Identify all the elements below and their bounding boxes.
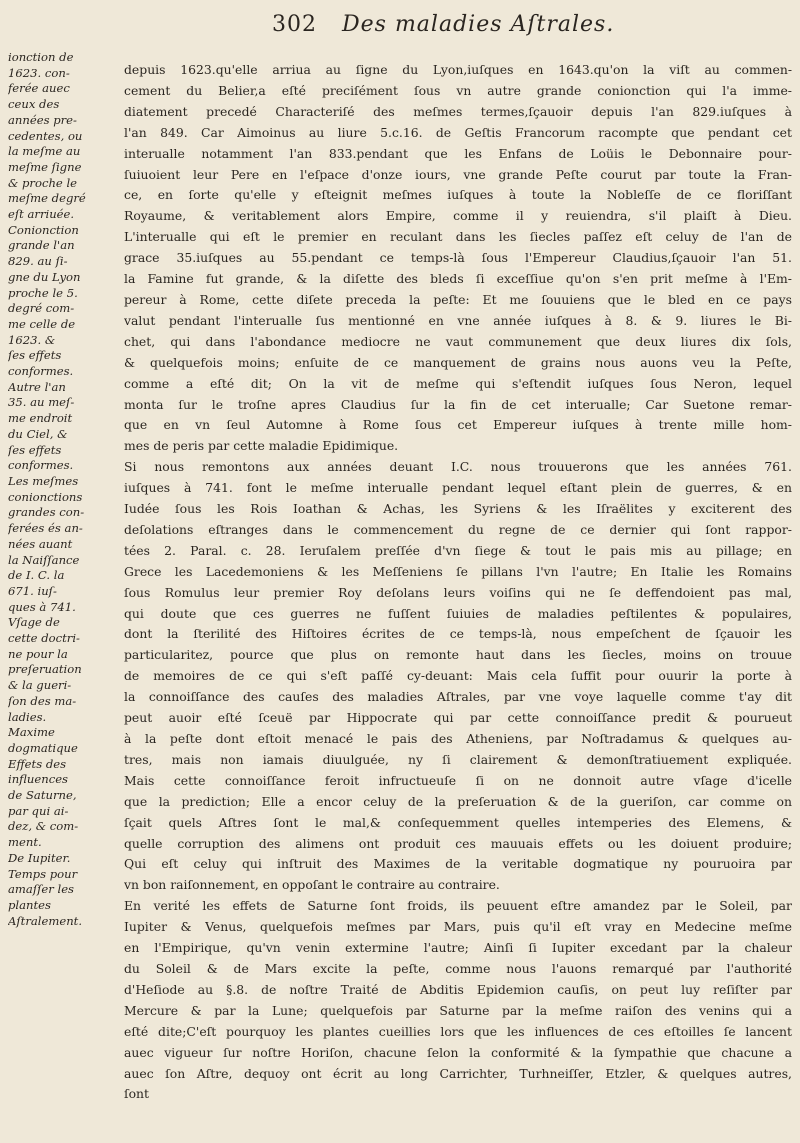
text-line: auec vigueur ſur noſtre Horiſon, chacune ſelon la conformité & la ſympathie que chacune a bbox=[124, 1044, 792, 1060]
margin-note-line: conionctions bbox=[8, 489, 83, 504]
margin-note-line: 1623. & bbox=[8, 332, 56, 347]
margin-note-line: gne du Lyon bbox=[8, 269, 81, 284]
text-line: qui doute que ces guerres ne fuſſent ſuiuies de maladies peſtilentes & populaires, bbox=[124, 605, 792, 621]
page-header bbox=[0, 6, 800, 50]
margin-notes bbox=[8, 50, 120, 929]
margin-note-line: ferée auec bbox=[8, 81, 70, 96]
margin-note-line: cette doctri- bbox=[8, 631, 80, 646]
margin-note-line: conformes. bbox=[8, 458, 74, 473]
text-line: ſont bbox=[124, 1086, 150, 1102]
text-line: & quelquefois moins; enſuite de ce manquement de grains nous auons veu la Peſte, bbox=[124, 354, 792, 370]
margin-note-line: Aſtralement. bbox=[8, 913, 83, 928]
text-line: d'Heſiode au §.8. de noſtre Traité de Abditis Epidemion cauſis, on peut luy reſiſter par bbox=[124, 981, 792, 997]
text-line: Si nous remontons aux années deuant I.C. nous trouuerons que les années 761. bbox=[124, 459, 792, 475]
margin-note-line: meſme ſigne bbox=[8, 159, 82, 174]
margin-note-line: ques à 741. bbox=[8, 599, 76, 614]
text-line: la connoiſſance des cauſes des maladies Aſtrales, par vne voye laquelle comme t'ay dit bbox=[124, 689, 792, 705]
text-line: l'an 849. Car Aimoinus au liure 5.c.16. de Geſtis Francorum racompte que pendant cet bbox=[124, 124, 792, 140]
text-line: à la peſte dont eſtoit menacé le pais des Atheniens, par Noſtradamus & quelques au- bbox=[124, 731, 792, 746]
margin-note-line: dogmatique bbox=[8, 740, 78, 755]
margin-note-line: degré com- bbox=[8, 301, 75, 316]
text-line: pereur à Rome, cette diſete preceda la peſte: Et me ſouuiens que le bled en ce pays bbox=[124, 291, 792, 307]
margin-note-line: me celle de bbox=[8, 316, 76, 331]
text-line: diatement precedé Characteriſé des meſmes termes,ſçauoir depuis l'an 829.iuſques à bbox=[124, 103, 792, 119]
text-line: comme a eſté dit; On la vit de meſme qui s'eſtendit iuſques ſous Neron, lequel bbox=[124, 375, 792, 391]
text-line: Mais cette connoiſſance feroit infructueuſe ſi on ne donnoit autre vſage d'icelle bbox=[124, 772, 792, 788]
text-line: la Famine fut grande, & la diſette des bleds ſi exceſſiue qu'on s'en prit meſme à l'Em- bbox=[124, 271, 792, 287]
margin-note-line: de I. C. la bbox=[8, 568, 65, 583]
text-line: ce, en ſorte qu'elle y eſteignit meſmes iuſques à toute la Nobleſſe de ce floriſſant bbox=[124, 187, 792, 203]
text-line: Iudée ſous les Rois Ioathan & Achas, les Syriens & les Iſraëlites y exciterent des bbox=[124, 501, 792, 517]
margin-note-line: ſon des ma- bbox=[8, 693, 77, 708]
text-line: interualle notamment l'an 833.pendant que les Enfans de Loüis le Debonnaire pour- bbox=[124, 145, 792, 161]
margin-note-line: ceux des bbox=[8, 97, 60, 112]
margin-note-line: preſeruation bbox=[8, 662, 82, 677]
margin-note-line: influences bbox=[8, 772, 69, 787]
margin-note-line: me endroit bbox=[8, 411, 73, 426]
margin-note-line: par qui ai- bbox=[8, 803, 69, 818]
margin-note-line: grande l'an bbox=[8, 238, 75, 253]
margin-note-line: Vſage de bbox=[8, 615, 60, 630]
margin-note-line: nées auant bbox=[8, 536, 73, 551]
margin-note-line: Autre l'an bbox=[8, 379, 66, 394]
text-line: Iupiter & Venus, quelquefois meſmes par Mars, puis qu'il eſt vray en Medecine meſme bbox=[124, 919, 792, 935]
margin-note-line: plantes bbox=[8, 897, 51, 912]
margin-note-line: ſes effets bbox=[8, 348, 62, 363]
margin-note-line: ne pour la bbox=[8, 646, 68, 661]
text-line: Grece les Lacedemoniens & les Meſſeniens ſe pillans l'vn l'autre; En Italie les Romains bbox=[124, 563, 792, 579]
text-line: chet, qui dans l'abondance mediocre ne vaut communement que deux liures dix ſols, bbox=[124, 333, 792, 349]
margin-note-line: Conionction bbox=[8, 222, 79, 237]
text-line: ſuiuoient leur Pere en l'eſpace d'onze iours, vne grande Peſte courut par toute la Fran- bbox=[124, 166, 792, 182]
text-line: iuſques à 741. font le meſme interualle pendant lequel eſtant plein de guerres, & en bbox=[124, 480, 792, 496]
margin-note-line: meſme degré bbox=[8, 191, 86, 206]
margin-note-line: 829. au ſi- bbox=[8, 254, 68, 269]
margin-note-line: amaſſer les bbox=[8, 882, 75, 897]
text-line: dont la ſterilité des Hiſtoires écrites de ce temps-là, nous empeſchent de ſçauoir les bbox=[124, 626, 792, 642]
text-line: deſolations eſtranges dans le commencement du regne de ce dernier qui ſont rappor- bbox=[124, 521, 792, 537]
text-line: peut auoir eſté ſceuë par Hippocrate qui par cette connoiſſance predit & pourueut bbox=[124, 710, 792, 726]
text-line: Qui eſt celuy qui inſtruit des Maximes de la veritable dogmatique ny pouruoira par bbox=[124, 856, 792, 872]
text-line: quelle corruption des alimens ont produit ces mauuais effets ou les doiuent produire; bbox=[124, 835, 792, 851]
text-line: que la prediction; Elle a encor celuy de la preſeruation & de la gueriſon, car comme on bbox=[124, 793, 792, 809]
text-line: ſous Romulus leur premier Roy deſolans leurs voiſins qui ne ſe deffendoient pas mal, bbox=[124, 584, 792, 600]
text-line: monta ſur le troſne apres Claudius ſur la fin de cet interualle; Car Suetone remar- bbox=[124, 396, 792, 412]
margin-note-line: ment. bbox=[8, 835, 42, 850]
margin-note-line: cedentes, ou bbox=[8, 128, 83, 143]
margin-note-line: grandes con- bbox=[8, 505, 85, 520]
body-text bbox=[124, 60, 792, 1105]
margin-note-line: de Saturne, bbox=[8, 788, 77, 803]
margin-note-line: conformes. bbox=[8, 364, 74, 379]
margin-note-line: la meſme au bbox=[8, 144, 81, 159]
text-line: ſçait quels Aſtres ſont le mal,& conſequemment quelles intemperies des Elemens, & bbox=[124, 814, 792, 830]
margin-note-line: 35. au meſ- bbox=[8, 395, 75, 410]
text-line: tées 2. Paral. c. 28. Ieruſalem preſſée d'vn ſiege & tout le pais mis au pillage; en bbox=[124, 542, 792, 558]
margin-note-line: dez, & com- bbox=[8, 819, 79, 834]
margin-note-line: années pre- bbox=[8, 112, 77, 127]
margin-note-line: & la gueri- bbox=[8, 678, 72, 693]
text-line: eſté dite;C'eſt pourquoy les plantes cueillies lors que les influences de ces eſtoilles ſe lancent bbox=[124, 1023, 792, 1039]
margin-note-line: & proche le bbox=[8, 175, 78, 190]
margin-note-line: Maxime bbox=[8, 725, 55, 740]
text-line: vn bon raiſonnement, en oppoſant le contraire au contraire. bbox=[124, 877, 500, 893]
text-line: grace 35.iuſques au 55.pendant ce temps-là ſous l'Empereur Claudius,ſçauoir l'an 51. bbox=[124, 250, 792, 266]
page-number: 302 bbox=[272, 12, 317, 37]
margin-note-line: eſt arriuée. bbox=[8, 207, 75, 222]
margin-note-line: Les meſmes bbox=[8, 473, 79, 488]
margin-note-line: ladies. bbox=[8, 709, 47, 724]
text-line: en l'Empirique, qu'vn venin extermine l'autre; Ainſi ſi Iupiter excedant par la chaleur bbox=[124, 940, 792, 956]
margin-note-line: 671. iuſ- bbox=[8, 583, 57, 598]
margin-note-line: De Iupiter. bbox=[8, 850, 71, 865]
margin-note-line: Temps pour bbox=[8, 866, 78, 881]
text-line: du Soleil & de Mars excite la peſte, comme nous l'auons remarqué par l'authorité bbox=[124, 960, 792, 976]
text-line: Royaume, & veritablement alors Empire, comme il y reuiendra, s'il plaiſt à Dieu. bbox=[124, 208, 792, 224]
margin-note-line: du Ciel, & bbox=[8, 426, 68, 441]
text-line: L'interualle qui eſt le premier en reculant dans les ſiecles paſſez eſt celuy de l'an de bbox=[124, 229, 792, 245]
text-line: auec ſon Aſtre, dequoy ont écrit au long Carrichter, Turhneiſſer, Etzler, & quelques autres, bbox=[124, 1065, 792, 1081]
text-line: En verité les effets de Saturne ſont froids, ils peuuent eſtre amandez par le Soleil, par bbox=[124, 898, 792, 914]
text-line: tres, mais non iamais diuulguée, ny ſi clairement & demonſtratiuement expliquée. bbox=[124, 751, 792, 767]
margin-note-line: ſes effets bbox=[8, 442, 62, 457]
text-line: depuis 1623.qu'elle arriua au ſigne du Lyon,iuſques en 1643.qu'on la viſt au commen- bbox=[124, 62, 792, 77]
running-title: Des maladies Aſtrales. bbox=[342, 12, 615, 37]
text-line: cement du Belier,a eſté preciſément ſous vn autre grande conionction qui l'a imme- bbox=[124, 82, 792, 98]
text-line: que en vn ſeul Automne à Rome ſous cet Empereur iuſques à trente mille hom- bbox=[124, 417, 792, 433]
text-line: particularitez, pource que plus on remonte haut dans les ſiecles, moins on trouue bbox=[124, 647, 792, 663]
margin-note-line: Effets des bbox=[8, 756, 67, 771]
margin-note-line: proche le 5. bbox=[8, 285, 78, 300]
margin-note-line: la Naiſſance bbox=[8, 552, 80, 567]
text-line: de memoires de ce qui s'eſt paſſé cy-deuant: Mais cela ſuffit pour ouurir la porte à bbox=[124, 668, 792, 684]
margin-note-line: ferées és an- bbox=[8, 521, 83, 536]
text-line: valut pendant l'interualle ſus mentionné en vne année iuſques à 8. & 9. liures le Bi- bbox=[124, 312, 792, 328]
margin-note-line: 1623. con- bbox=[8, 65, 70, 80]
margin-note-line: ionction de bbox=[8, 50, 74, 64]
text-line: Mercure & par la Lune; quelquefois par Saturne par la meſme raiſon des venins qui a bbox=[124, 1002, 792, 1018]
text-line: mes de peris par cette maladie Epidimique. bbox=[124, 438, 399, 454]
